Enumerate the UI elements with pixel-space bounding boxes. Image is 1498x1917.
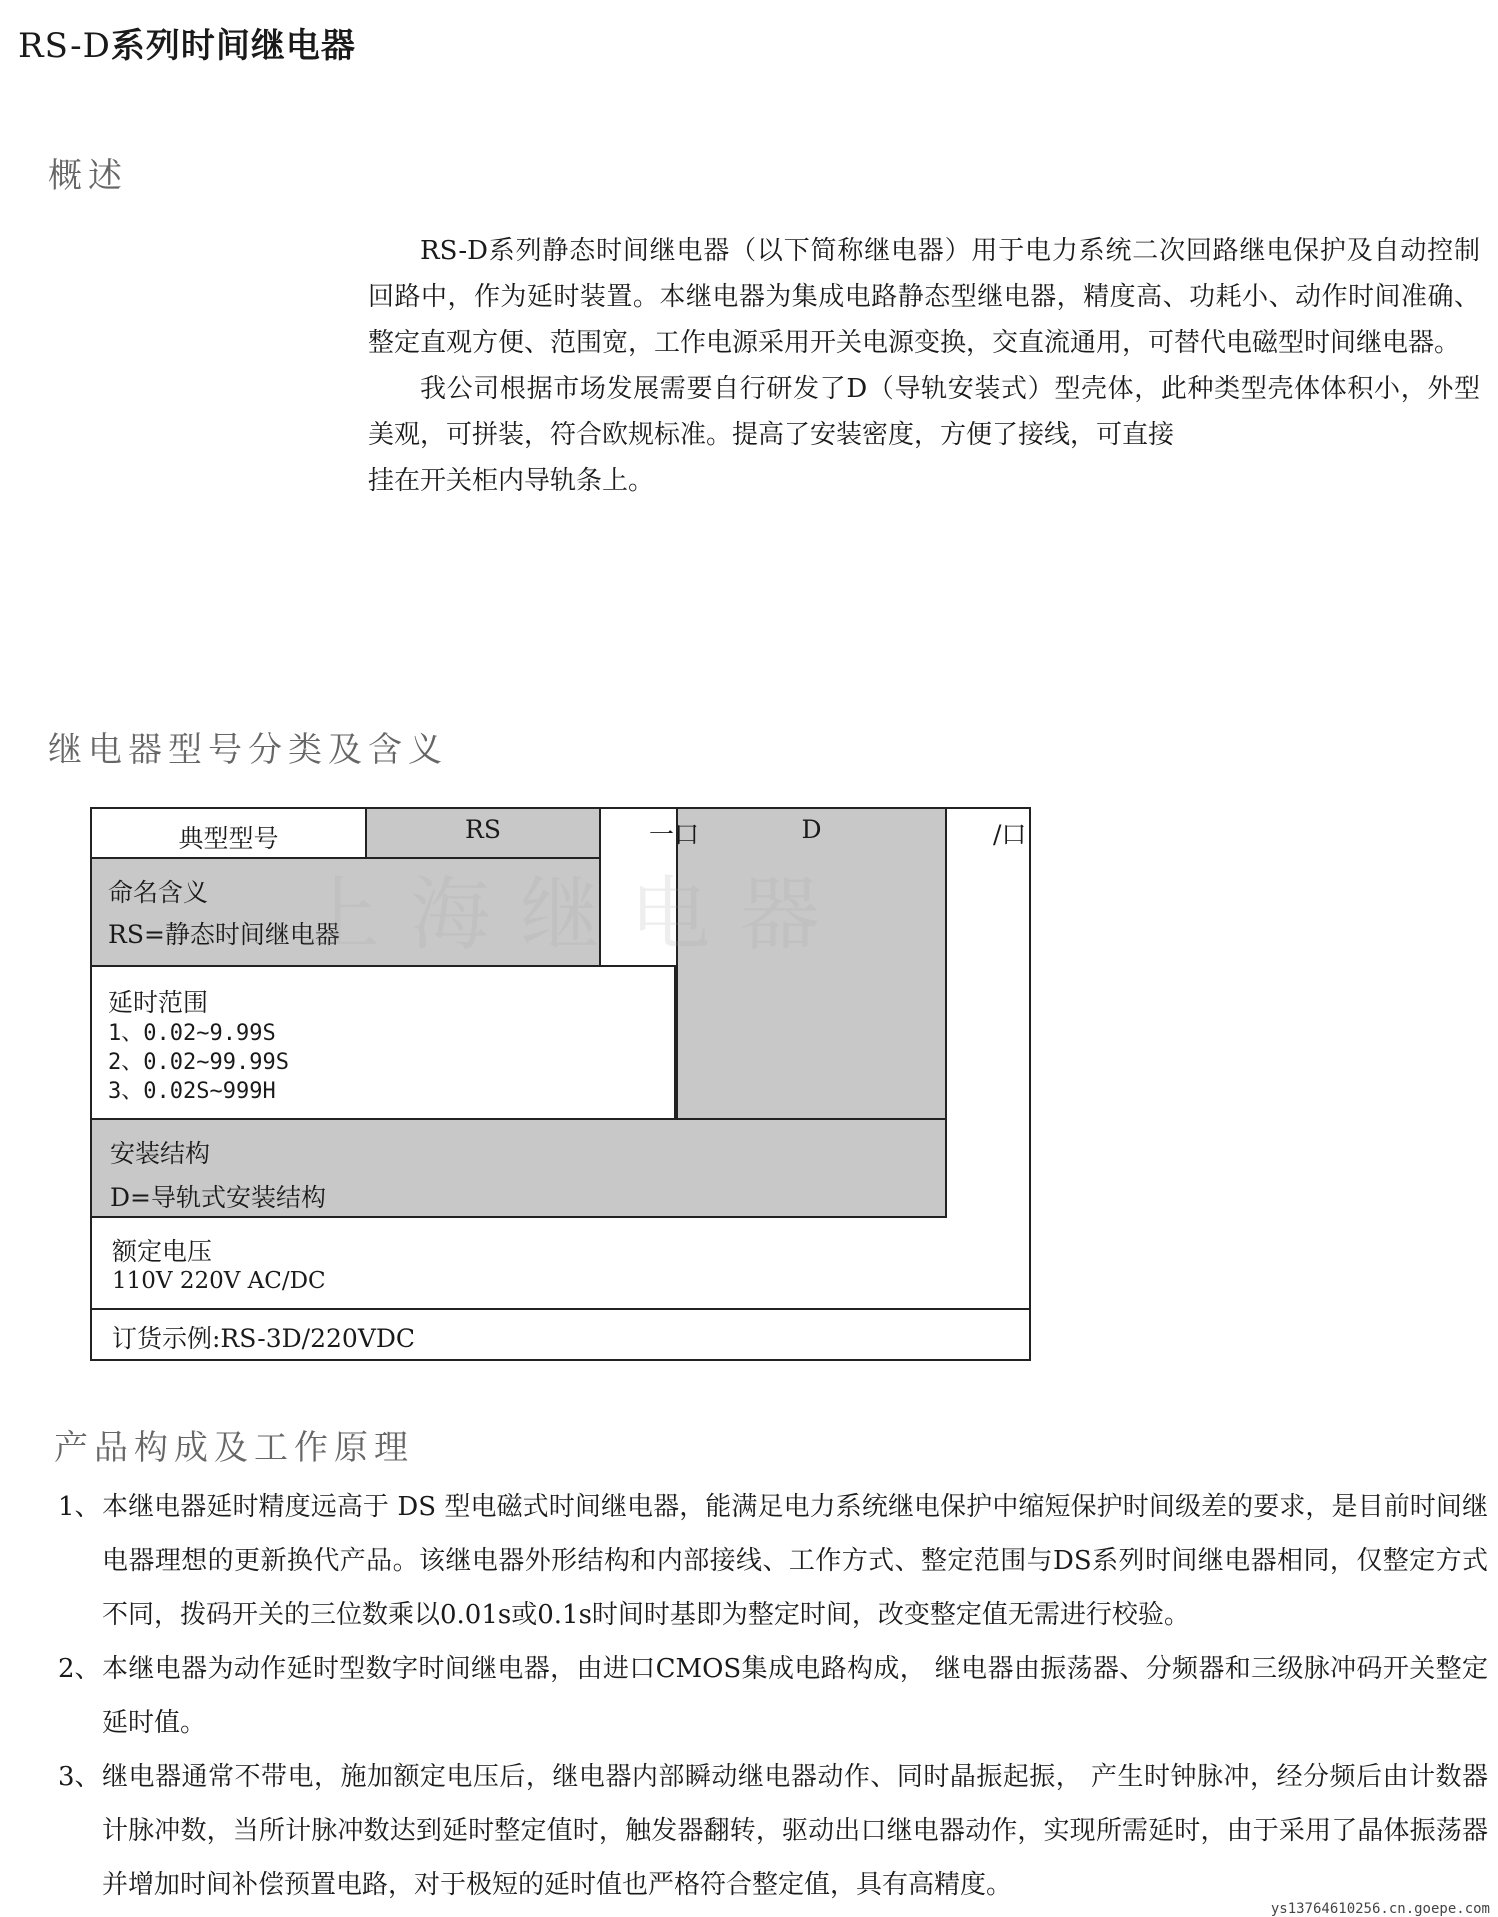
- delay-item: 1、0.02~9.99S: [108, 1021, 276, 1046]
- principle-list: [58, 1480, 1488, 1912]
- title-main: 系列时间继电器: [110, 26, 356, 66]
- item-text: 继电器通常不带电，施加额定电压后，继电器内部瞬动继电器动作、同时晶振起振， 产生时钟脉冲，经分频后由计数器计脉冲数，当所计脉冲数达到延时整定值时，触发器翻转，驱动出口继电器动作，实现所需延时，由于采用了晶体振荡器并增加时间补偿预置电路，对于极短的延时值也严格符合整定值，具有高精度。: [102, 1762, 1488, 1900]
- overview-paragraph-1: RS-D系列静态时间继电器（以下简称继电器）用于电力系统二次回路继电保护及自动控制 回路中，作为延时装置。本继电器为集成电路静态型继电器，精度高、功耗小、动作时间准确、整定直观方便、范围宽，工作电源采用开关电源变换，交直流通用，可替代电磁型时间继电器。: [368, 236, 1480, 358]
- model-heading: 继电器型号分类及含义: [48, 730, 448, 770]
- header-label: 典型型号: [178, 824, 279, 853]
- delay-title: 延时范围: [108, 988, 209, 1017]
- item-text: 本继电器为动作延时型数字时间继电器，由进口CMOS集成电路构成， 继电器由振荡器、分频器和三级脉冲码开关整定延时值。: [102, 1654, 1488, 1738]
- overview-paragraph-2: 我公司根据市场发展需要自行研发了D（导轨安装式）型壳体，此种类型壳体体积小，外型美观，可拼装，符合欧规标准。提高了安装密度，方便了接线，可直接: [368, 374, 1480, 450]
- mount-title: 安装结构: [110, 1139, 211, 1168]
- delay-list: [108, 1019, 289, 1106]
- watermark: 上海继电器: [300, 868, 850, 961]
- code-rs: RS: [465, 815, 501, 844]
- item-number: 1、: [58, 1492, 101, 1522]
- code-slash: /口: [993, 820, 1027, 849]
- code-dash-cell: [601, 809, 700, 849]
- overview-last-line: 挂在开关柜内导轨条上。: [368, 466, 655, 496]
- voltage-title: 额定电压: [112, 1237, 213, 1266]
- order-example: 订货示例:RS-3D/220VDC: [112, 1324, 416, 1353]
- item-text: 本继电器延时精度远高于 DS 型电磁式时间继电器，能满足电力系统继电保护中缩短保护时间级差的要求，是目前时间继电器理想的更新换代产品。该继电器外形结构和内部接线、工作方式、整定范围与DS系列时间继电器相同，仅整定方式不同，拨码开关的三位数乘以0.01s或0.1s时间时基即为整定时间，改变整定值无需进行校验。: [102, 1492, 1488, 1630]
- code-dash: 一口: [649, 820, 700, 849]
- list-item: [58, 1642, 1488, 1750]
- naming-title: 命名含义: [108, 878, 209, 907]
- voltage-value: 110V 220V AC/DC: [112, 1268, 326, 1294]
- page-title: [18, 18, 356, 67]
- voltage-box: [92, 1218, 1031, 1310]
- title-prefix: RS-D: [18, 26, 111, 66]
- list-item: [58, 1480, 1488, 1642]
- delay-item: 3、0.02S~999H: [108, 1079, 276, 1104]
- mount-value: D=导轨式安装结构: [110, 1183, 326, 1212]
- mount-box: [90, 1118, 947, 1218]
- delay-box: [90, 965, 676, 1120]
- item-number: 2、: [58, 1654, 101, 1684]
- list-item: [58, 1750, 1488, 1912]
- overview-body: [368, 228, 1480, 504]
- code-slash-cell: [947, 809, 1031, 849]
- naming-value: RS=静态时间继电器: [108, 920, 340, 949]
- item-number: 3、: [58, 1762, 101, 1792]
- principle-heading: 产品构成及工作原理: [54, 1428, 414, 1468]
- code-d: D: [801, 815, 822, 844]
- footer-url: ys13764610256.cn.goepe.com: [1270, 1901, 1490, 1917]
- overview-heading: 概述: [48, 156, 128, 196]
- delay-item: 2、0.02~99.99S: [108, 1050, 289, 1075]
